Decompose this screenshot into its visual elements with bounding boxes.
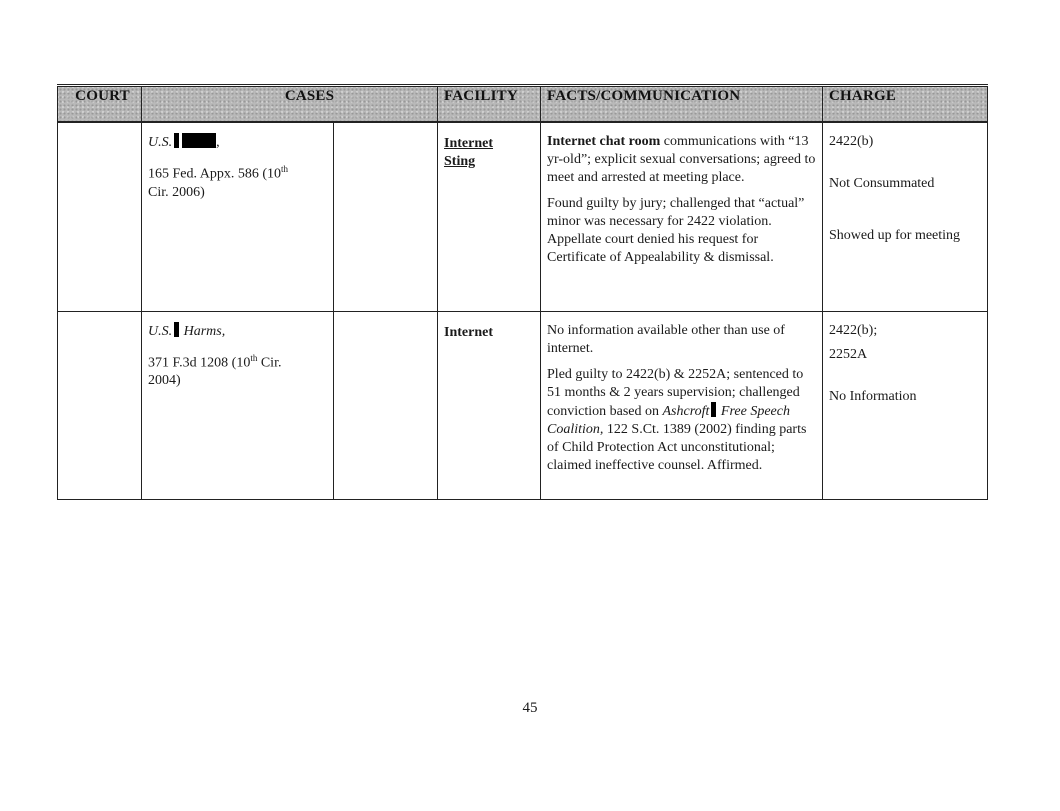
blank-cell [334,122,438,311]
charge-cell: 2422(b); 2252A No Information [823,311,988,499]
redaction-bar [174,133,179,148]
court-cell [58,311,142,499]
redaction-bar [174,322,179,337]
page-number: 45 [522,700,538,716]
case-citation: 165 Fed. Appx. 586 (10th Cir. 2006) [148,164,289,200]
redaction-bar [711,402,716,417]
cases-header: CASES [142,86,438,123]
table-row [58,311,988,499]
case-table [57,84,988,500]
facts-header: FACTS/COMMUNICATION [541,86,823,123]
case-citation: 371 F.3d 1208 (10th Cir. 2004) [148,352,282,389]
court-cell [58,122,142,311]
table-row [58,122,988,311]
header-row [58,86,988,123]
charge-cell: 2422(b) Not Consummated Showed up for meeting [823,122,988,311]
facts-cell [541,122,823,311]
facts-paragraph: Found guilty by jury; challenged that “actual” minor was necessary for 2422 violation. Appellate court denied his request for Certificate of Appealability & dismissal. [547,196,805,266]
facility-cell: Internet [438,311,541,499]
facility-header: FACILITY [438,86,541,123]
blank-cell [334,311,438,499]
redaction-bar [182,133,216,148]
facility-cell: Internet Sting [438,122,541,311]
court-header: COURT [58,86,142,123]
facts-paragraph: Pled guilty to 2422(b) & 2252A; sentenced to 51 months & 2 years supervision; challenged conviction based on Ashcroft Free Speech Coalition, 122 S.Ct. 1389 (2002) finding parts of Child Protection Act unconstitutional; claimed ineffective counsel. Affirmed. [547,366,807,473]
facts-cell [541,311,823,499]
charge-header: CHARGE [823,86,988,123]
case-name: U.S. Harms, [148,323,226,339]
facts-paragraph: Internet chat room communications with “13 yr-old”; explicit sexual conversations; agreed to meet and arrested at meeting place. [547,134,816,186]
facts-paragraph: No information available other than use of internet. [547,322,785,356]
case-name: U.S. , [148,135,220,151]
case-cell [142,122,334,311]
case-cell [142,311,334,499]
